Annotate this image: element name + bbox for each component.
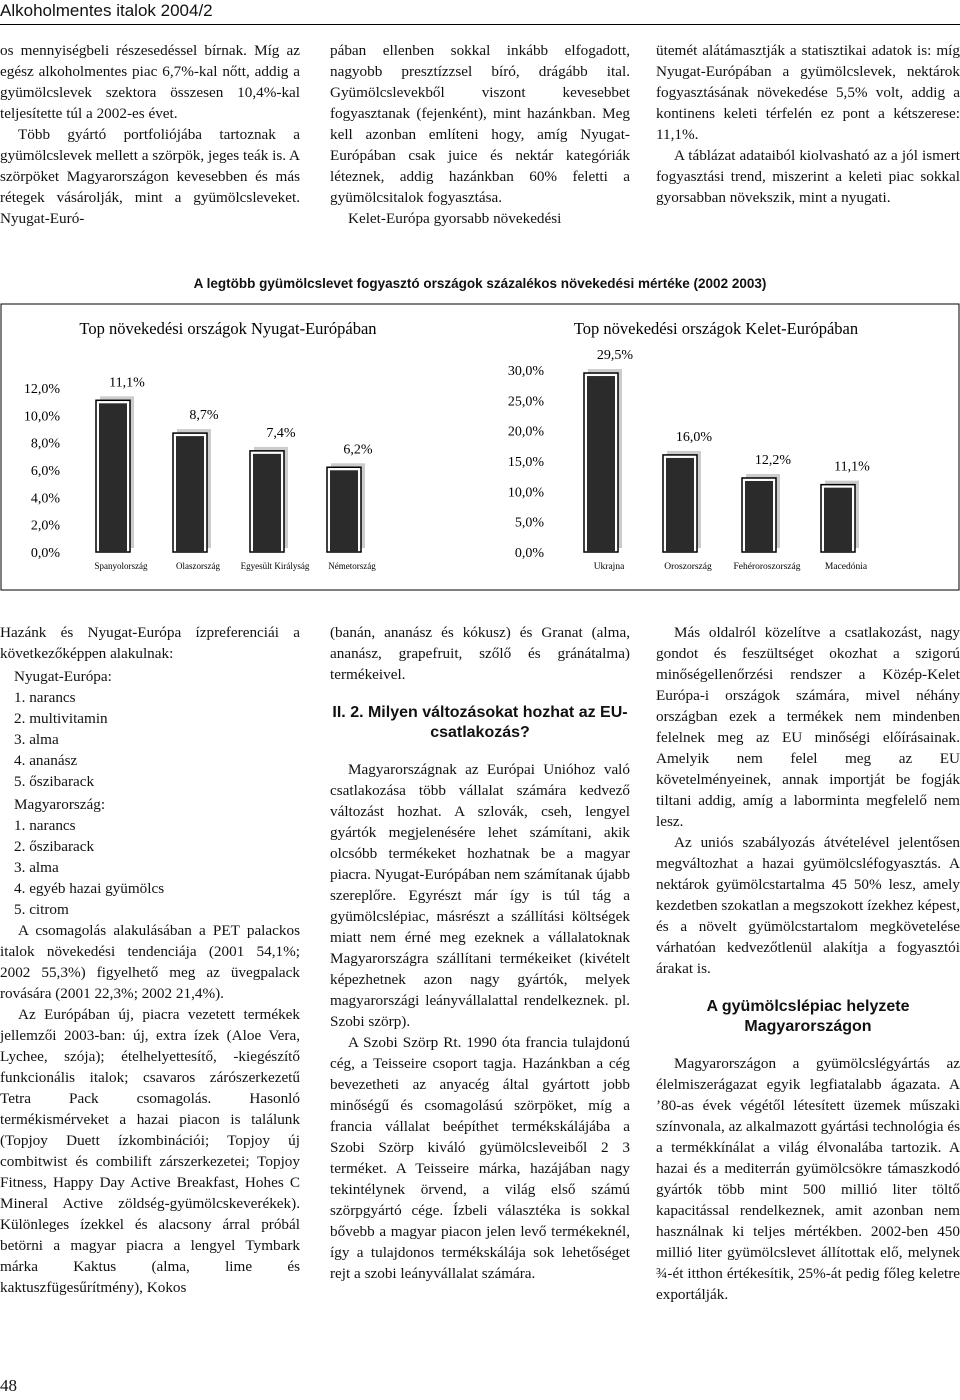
section-heading: A gyümölcslépiac helyzete Magyarországon: [706, 998, 910, 1035]
x-tick-label: Oroszország: [664, 562, 712, 572]
data-label: 6,2%: [343, 442, 373, 458]
x-tick-label: Olaszország: [176, 561, 220, 571]
bar-fill: [176, 436, 204, 552]
paragraph: Magyarországnak az Európai Unióhoz való csatlakozása több vállalat számára kedvező változást hozhat. A szlovák, cseh, lengyel gyártók megjelenésére lehet számítani, akik olcsóbb termékeket hozhatnak be a magyar piacra. Nyugat-Európában nem számítanak újabb szereplőre. Egyrészt már így is túl tág a gyümölcslépiac, másrészt a szállítási költségek miatt nem érné meg ezeknek a vállalatoknak Magyarországra szállítani termékeiket (kivételt képezhetnek azon nagy gyártók, melyek magyarországi leányvállalattal rendelkeznek. pl. Szobi szörp).: [330, 761, 630, 1030]
bottom-column-3: [656, 622, 960, 1305]
bottom-column-2: [330, 622, 630, 1284]
x-tick-label: Fehéroroszország: [733, 562, 801, 572]
data-label: 29,5%: [596, 348, 634, 364]
y-tick-label: 10,0%: [507, 485, 544, 501]
paragraph: Kelet-Európa gyorsabb növekedési: [348, 210, 562, 227]
list-item: 4. egyéb hazai gyümölcs: [14, 880, 165, 897]
page-header: [0, 0, 960, 24]
x-tick-label: Németország: [328, 561, 376, 571]
paragraph: pában ellenben sokkal inkább elfogadott, nagyobb presztízzsel bíró, drágább ital. Gyümölcslevekből viszont kevesebbet fogyasztanak (fejenként), mint hazánkban. Meg kell azonban említeni hogy, amíg Nyugat-Európában csak juice és nektár kategóriák léteznek, addig hazánkban 60% feletti a gyümölcsitalok fogyasztása.: [330, 42, 630, 206]
bar-fill: [824, 488, 852, 552]
y-tick-label: 2,0%: [30, 518, 60, 534]
y-tick-label: 4,0%: [30, 491, 60, 507]
top-column-1: [0, 40, 300, 229]
list-item: 5. citrom: [14, 901, 69, 918]
list-item: 5. őszibarack: [14, 773, 95, 790]
y-tick-label: 25,0%: [507, 394, 544, 410]
west-preference-list: [0, 687, 300, 792]
data-label: 11,1%: [834, 459, 870, 475]
chart-container: [0, 296, 960, 592]
y-tick-label: 8,0%: [30, 436, 60, 452]
y-tick-label: 15,0%: [507, 455, 544, 470]
data-label: 8,7%: [189, 408, 219, 424]
bottom-column-1: [0, 622, 300, 1298]
y-tick-label: 30,0%: [507, 364, 544, 379]
list-label: Magyarország:: [14, 796, 106, 813]
bar-fill: [253, 454, 281, 552]
page-number: 48: [0, 1376, 17, 1395]
bar-fill: [99, 403, 127, 552]
list-item: 3. alma: [14, 731, 59, 748]
paragraph: ütemét alátámasztják a statisztikai adatok is: míg Nyugat-Európában a gyümölcslevek, nektárok fogyasztásának növekedése 5,5% volt, addig a kontinens keleti térfelén ez pont a kétszerese: 11,1%.: [656, 42, 960, 143]
x-tick-label: Spanyolország: [94, 561, 148, 571]
bar-fill: [745, 481, 773, 552]
header-rule: [0, 24, 960, 25]
list-item: 1. narancs: [14, 817, 76, 834]
top-column-2: [330, 40, 630, 229]
y-tick-label: 20,0%: [507, 424, 544, 440]
paragraph: (banán, ananász és kókusz) és Granat (alma, ananász, grapefruit, szőlő és gránátalma) termékeivel.: [330, 624, 630, 683]
data-label: 16,0%: [675, 429, 713, 445]
section-heading: II. 2. Milyen változásokat hozhat az EU-csatlakozás?: [332, 704, 628, 741]
subchart-title: Top növekedési országok Kelet-Európában: [573, 319, 859, 338]
paragraph: Hazánk és Nyugat-Európa ízpreferenciái a következőképpen alakulnak:: [0, 624, 300, 662]
x-tick-label: Egyesült Királyság: [240, 561, 310, 571]
y-tick-label: 0,0%: [514, 546, 544, 561]
paragraph: A táblázat adataiból kiolvasható az a jól ismert fogyasztási trend, miszerint a keleti piac sokkal gyorsabban növekszik, mint a nyugati.: [656, 147, 960, 206]
list-item: 4. ananász: [14, 752, 78, 769]
list-item: 2. multivitamin: [14, 710, 108, 727]
list-item: 2. őszibarack: [14, 838, 95, 855]
paragraph: Az Európában új, piacra vezetett termékek jellemzői 2003-ban: új, extra ízek (Aloe Vera, Lychee, szója); ételhelyettesítő, -kiegészítő funkcionális italok; csavaros zárószerkezetű Tetra Pack csomagolás. Hasonló termékismérveket a hazai piacon is találunk (Topjoy Duett ízkombinációi; Topjoy új combitwist és combilift zárszerkezetei; Topjoy Fitness, Happy Day Active Breakfast, Hohes C Mineral Active zöldség-gyümölcskeverékek). Különleges ízekkel és alacsony árral próbál betörni a magyar piacra a lengyel Tymbark márka Kaktus (alma, lime és kaktuszfügesűrítmény), Kokos: [0, 1006, 300, 1296]
chart-title: A legtöbb gyümölcslevet fogyasztó országok százalékos növekedési mértéke (2002 2003): [193, 276, 767, 291]
bar-fill: [587, 376, 615, 552]
paragraph: A csomagolás alakulásában a PET palackos italok növekedési tendenciája (2001 54,1%; 2002 55,3%) figyelhető meg az üvegpalack rovására (2001 22,3%; 2002 21,4%).: [0, 922, 300, 1002]
data-label: 12,2%: [754, 452, 792, 468]
paragraph: Más oldalról közelítve a csatlakozást, nagy gondot és feszültséget okozhat a szigorú minőségellenőrzési rendszer a Közép-Kelet Európa-i országok számára, mivel néhány országban ezek a termékek nem mindenben felelnek meg az EU minőségi előírásainak. Amelyik nem felel meg az EU követelményeinek, annak importját be fogják tiltani addig, amíg a labormintа megfelelő nem lesz.: [656, 624, 960, 830]
y-tick-label: 6,0%: [30, 464, 60, 479]
y-tick-label: 5,0%: [514, 515, 544, 531]
paragraph: os mennyiségbeli részesedéssel bírnak. Míg az egész alkoholmentes piac 6,7%-kal nőtt, addig a gyümölcslevek szektora összesen 10,4%-kal teljesítette túl a 2002-es évet.: [0, 42, 300, 122]
bar-fill: [330, 470, 358, 552]
top-column-3: [656, 40, 960, 208]
y-tick-label: 0,0%: [30, 546, 60, 561]
paragraph: Az uniós szabályozás átvételével jelentősen megváltozhat a hazai gyümölcsléfogyasztás. A nektárok gyümölcstartalma 45 50% lesz, amely kezdetben szokatlan a megszokott ízekhez képest, és a növelt gyümölcstartalom megkövetelése várhatóan kedvezőtlenül alakítja a fogyasztói árakat is.: [656, 834, 960, 977]
header-title: Alkoholmentes italok 2004/2: [0, 1, 213, 20]
chart-border: [1, 304, 959, 590]
x-tick-label: Macedónia: [824, 562, 868, 572]
y-tick-label: 10,0%: [23, 409, 60, 425]
subchart-title: Top növekedési országok Nyugat-Európában: [79, 319, 377, 338]
list-item: 3. alma: [14, 859, 59, 876]
paragraph: Magyarországon a gyümölcslégyártás az élelmiszerágazat egyik legfiatalabb ágazata. A ’80-as évek végétől létesített üzemek műszaki színvonala, az alkalmazott gyártási technológia és a termékkínálat a világ élvonalába tartozik. A hazai és a mediterrán gyümölcsökre támaszkodó gyártók több mint 500 millió liter töltő kapacitással rendelkeznek, amit azonban nem használnak ki teljes mértékben. 2002-ben 450 millió liter gyümölcslevet állítottak elő, melynek ¾-ét itthon értékesítik, 25%-át pedig főleg keletre exportálják.: [656, 1055, 960, 1303]
chart-svg: [0, 296, 960, 592]
hu-preference-list: [0, 815, 300, 920]
paragraph: A Szobi Szörp Rt. 1990 óta francia tulajdonú cég, a Teisseire csoport tagja. Hazánkban a cég bevezetheti az anyacég által gyártott jobb minőségű és csomagolású szörpöket, míg a francia vállalat beépíthet termékskálájába a Szobi Szörp kiváló gyümölcsleveiből 2 3 terméket. A Teisseire márka, hazájában nagy tekintélynek örvend, a világ első számú szörpgyártó cége. Ízbeli választéka is sokkal bővebb a magyar piacon jelen levő termékeknél, így a tulajdonos termékskálája sok lehetőséget rejt a szobi leányvállalat számára.: [330, 1034, 630, 1282]
data-label: 7,4%: [266, 425, 296, 441]
y-tick-label: 12,0%: [23, 382, 60, 397]
data-label: 11,1%: [109, 375, 145, 391]
list-label: Nyugat-Európa:: [14, 668, 112, 685]
list-item: 1. narancs: [14, 689, 76, 706]
bar-fill: [666, 458, 694, 552]
x-tick-label: Ukrajna: [593, 562, 625, 572]
paragraph: Több gyártó portfoliójába tartoznak a gyümölcslevek mellett a szörpök, jeges teák is. A szörpöket Magyarországon kevesebben és más rétegek vásárolják, mint a gyümölcsleveket. Nyugat-Euró-: [0, 126, 300, 227]
